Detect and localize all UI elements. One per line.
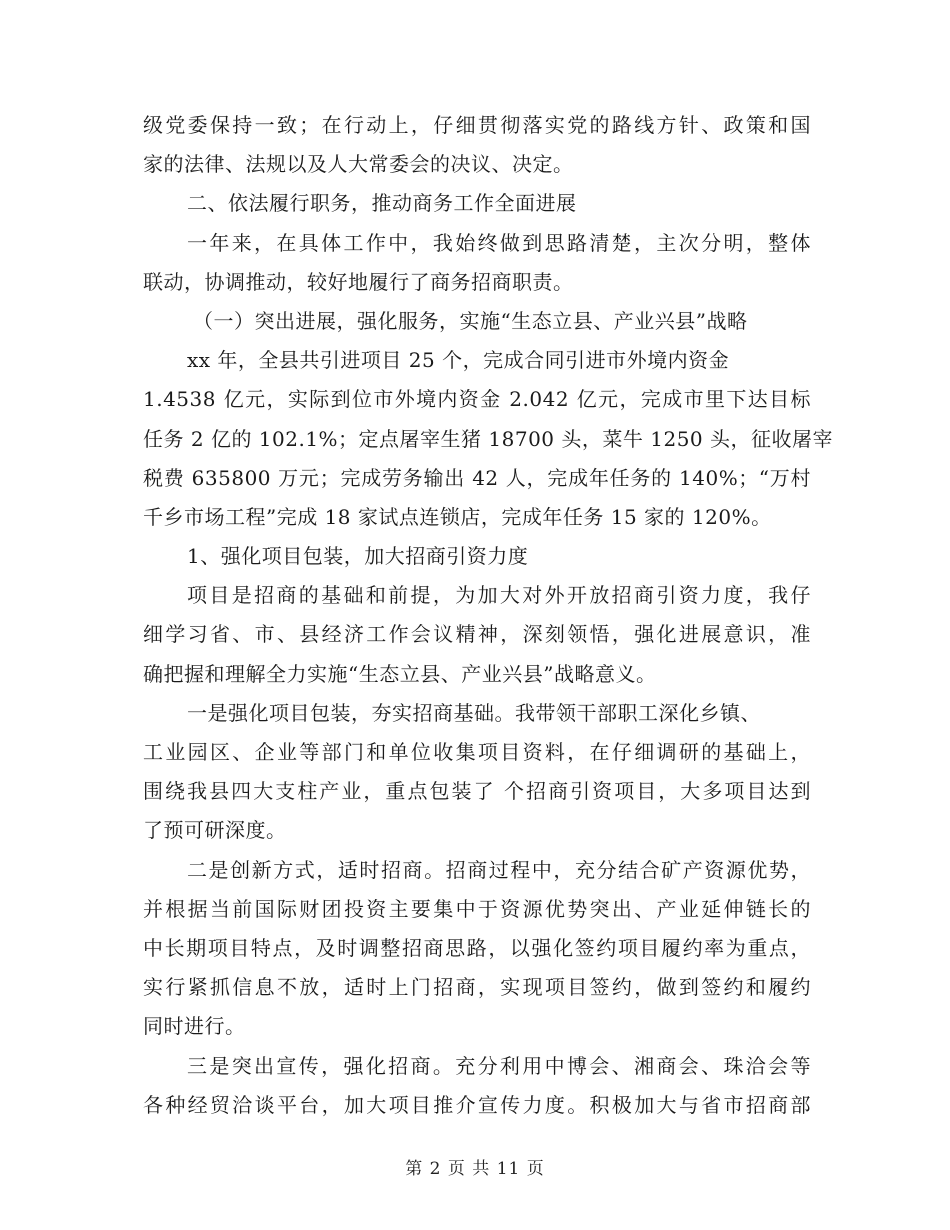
text-line: 家的法律、法规以及人大常委会的决议、决定。: [143, 152, 574, 177]
page-number-footer: 第 2 页 共 11 页: [405, 1159, 545, 1179]
document-body: [143, 106, 834, 1125]
text-line: 二是创新方式，适时招商。招商过程中，充分结合矿产资源优势，: [187, 857, 811, 882]
text-line: 并根据当前国际财团投资主要集中于资源优势突出、产业延伸链长的: [143, 896, 811, 921]
text-line: 税费 635800 万元；完成劳务输出 42 人，完成年任务的 140%；“万村: [143, 465, 811, 490]
text-line: 围绕我县四大支柱产业，重点包装了 个招商引资项目，大多项目达到: [143, 779, 811, 804]
text-line: 1.4538 亿元，实际到位市外境内资金 2.042 亿元，完成市里下达目标: [143, 387, 811, 412]
text-line: 项目是招商的基础和前提，为加大对外开放招商引资力度，我仔: [187, 583, 811, 608]
text-line: 细学习省、市、县经济工作会议精神，深刻领悟，强化进展意识，准: [143, 622, 811, 647]
text-line: 三是突出宣传，强化招商。充分利用中博会、湘商会、珠洽会等: [187, 1053, 811, 1078]
text-line: 了预可研深度。: [143, 818, 287, 843]
subsection-heading: （一）突出进展，强化服务，实施“生态立县、产业兴县”战略: [193, 308, 748, 333]
text-line: 实行紧抓信息不放，适时上门招商，实现项目签约，做到签约和履约: [143, 975, 811, 1000]
text-line: 千乡市场工程”完成 18 家试点连锁店，完成年任务 15 家的 120%。: [143, 504, 772, 529]
text-line: xx 年，全县共引进项目 25 个，完成合同引进市外境内资金: [187, 348, 730, 373]
text-line: 中长期项目特点，及时调整招商思路，以强化签约项目履约率为重点，: [143, 935, 811, 960]
text-line: 联动，协调推动，较好地履行了商务招商职责。: [143, 269, 574, 294]
item-heading: 1、强化项目包装，加大招商引资力度: [187, 544, 529, 569]
text-line: 任务 2 亿的 102.1%；定点屠宰生猪 18700 头，菜牛 1250 头，征收屠宰: [143, 426, 834, 451]
text-line: 同时进行。: [143, 1014, 246, 1039]
text-line: 各种经贸洽谈平台，加大项目推介宣传力度。积极加大与省市招商部: [143, 1092, 811, 1117]
text-line: 一年来，在具体工作中，我始终做到思路清楚，主次分明，整体: [187, 230, 811, 255]
text-line: 级党委保持一致；在行动上，仔细贯彻落实党的路线方针、政策和国: [143, 113, 811, 137]
text-line: 一是强化项目包装，夯实招商基础。我带领干部职工深化乡镇、: [187, 700, 761, 725]
section-heading: 二、依法履行职务，推动商务工作全面进展: [187, 191, 577, 216]
text-line: 工业园区、企业等部门和单位收集项目资料，在仔细调研的基础上，: [143, 740, 811, 764]
text-line: 确把握和理解全力实施“生态立县、产业兴县”战略意义。: [143, 661, 657, 686]
